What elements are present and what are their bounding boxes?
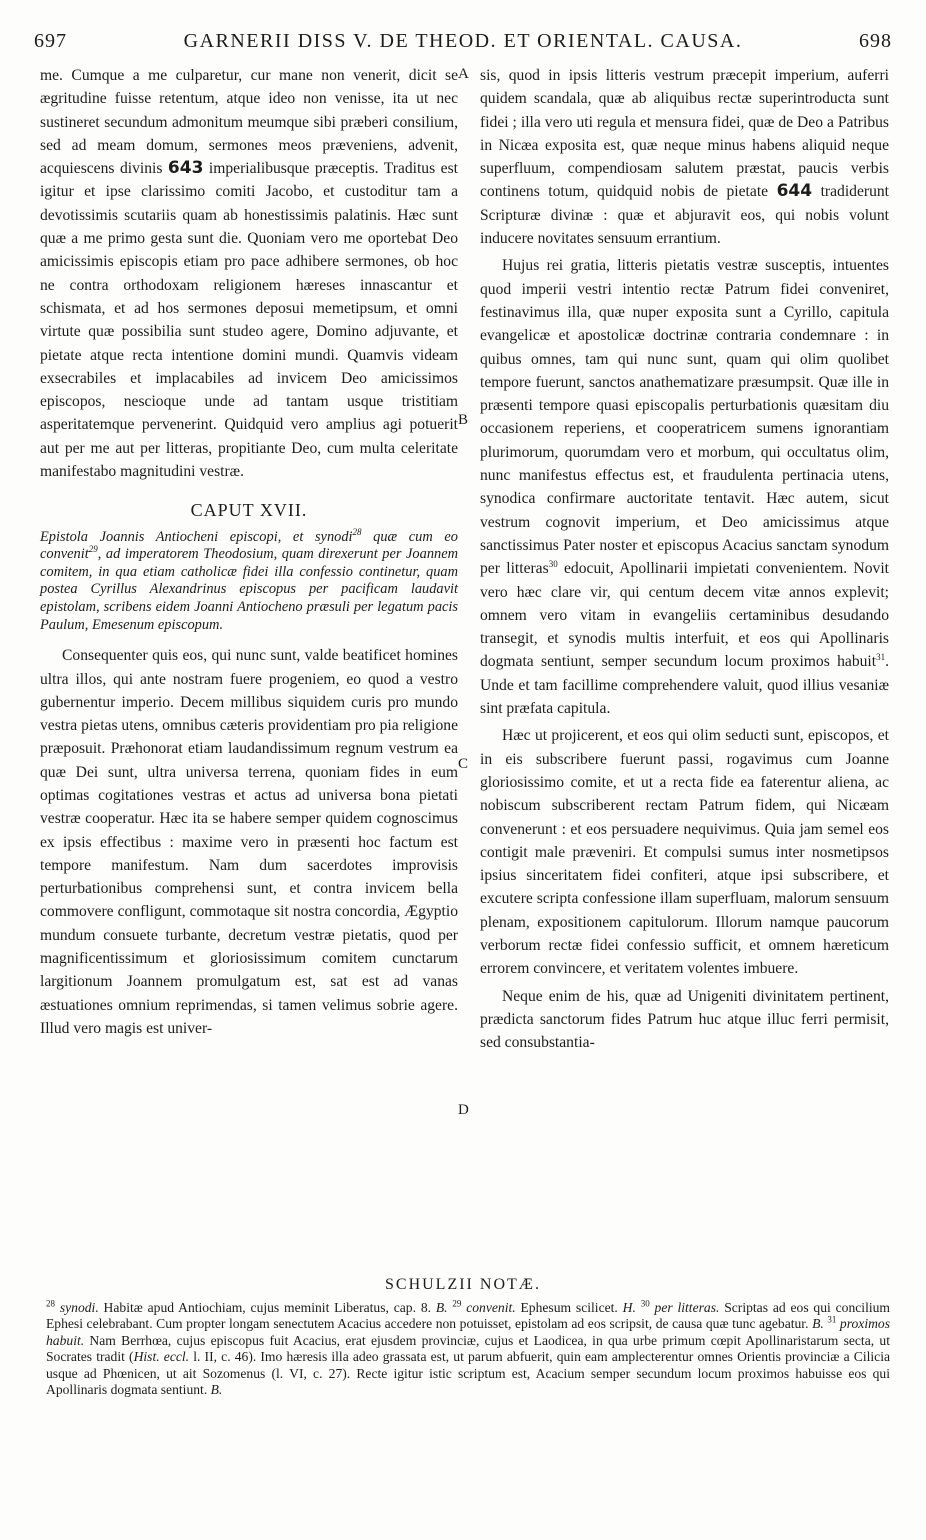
paragraph: Neque enim de his, quæ ad Unigeniti divinitatem pertinent, prædicta sanctorum fides Patrum huc atque illuc ferri permisit, sed consubstantia- <box>480 987 889 1052</box>
notes-heading: SCHULZII NOTÆ. <box>385 1276 541 1293</box>
footnote-ref: 30 <box>548 559 558 570</box>
paragraph: Hujus rei gratia, litteris pietatis vestræ susceptis, intuentes quod imperii vestri intentio rectæ Patrum fidei conveniret, festinavimus illa, quæ nuper exposita sunt a Cyrillo, capitula evangelicæ et apostolicæ doctrinæ contraria condemnare : in quibus omnes, tam qui nunc sunt, quam qui olim quolibet tempore fuerunt, sanctos anathematizare præsumpsit. Quæ ille in præsenti tempore quasi episcopalis perturbationis quæsitam diu occasionem reperiens, et cooperatricem sumens ignorantiam plurimorum, quorumdam vero et morbum, qui occultatus olim, nunc manifestus effectus est, et fraudulenta pertinacia utens, synodica confirmare auctoritate tentavit. Hæc autem, sicut vestrum cognovit imperium, et Deo amicissimus atque sanctissimus Pater noster et episcopus Acacius sanctam synodum per litteras$^{30}$ edocuit, Apollinarii impietati convenientem. Novit vero hæc clare vir, qui centum decem vitæ annos explevit; omnem vero vitam in evangeliis certaminibus desudando transegit, et synodis multis interfuit, et eos qui Apollinaris dogmata sentiunt, semper secundum locum proximos habuit$^{31}$. Unde et tam facillime comprehendere valuit, quod illius vesaniæ sint præfata capitula. <box>480 257 890 718</box>
footnote-ref: 31 <box>876 652 886 663</box>
column-number-marker: 644 <box>776 181 813 202</box>
column-number-marker: 643 <box>167 158 204 179</box>
footnote-ref: 29 <box>88 544 98 555</box>
paragraph-continued: sis, quod in ipsis litteris vestrum præcepit imperium, auferri quidem scandala, quæ ab aliquibus rectæ superintroducta sunt fidei ; illa vero uti regula et mensura fidei, quæ de Deo a Patribus in Nicæa exposita est, quæ neque minus habens aliquid neque superfluum, compendiosam salutem præstat, paucis verbis continens totum, quidquid nobis de pietate 644 tradiderunt Scripturæ divinæ : quæ et abjuravit eos, qui nobis volunt inducere novitates sensuum errantium. <box>480 67 889 248</box>
paragraph: Consequenter quis eos, qui nunc sunt, valde beatificet homines ultra illos, qui ante nostram fuere progeniem, eo quod a vestro gubernentur imperio. Decem millibus siquidem curis pro mundo vestra pietas utens, omnibus cæteris providentiam pro pia religione præposuit. Præhonorat etiam laudandissimum regnum vestrum ea quæ Dei sunt, ultra universa terrena, quoniam fides in eum optimas cogitationes vestras et actus ad universa bona pietati vestræ cooperatur. Hæc ita se habere semper quidem cognoscimus ex ipsis effectibus : maxime vero in præsenti hoc factum est tempore manifestum. Nam dum sacerdotes improvisis perturbationibus comprehensi sunt, et contra invicem bella commovere confligunt, commotaque sit nostra concordia, Ægyptio mundum consuete turbante, decretum vestræ pietatis, quod per magnificentissimum et gloriosissimum comitem cunctarum largitionum Joannem promulgatum est, sat est ad vanas æstuationes omnium reprimendas, si tamen velimus sobrie agere. Illud vero magis est univer- <box>40 647 458 1037</box>
page-number-left: 697 <box>34 30 67 52</box>
running-header <box>34 30 892 60</box>
chapter-heading: CAPUT XVII. <box>190 500 308 521</box>
page-number-right: 698 <box>859 30 892 52</box>
margin-letter-d: D <box>458 1102 469 1118</box>
paragraph-continued: me. Cumque a me culparetur, cur mane non venerit, dicit se ægritudine fuisse retentum, atque ideo non venisse, ita ut nec sustineret secundum admonitum meumque sibi præberi consilium, sed ad meam domum, sermones meos præveniens, advenit, acquiescens divinis 643 imperialibusque præceptis. Traditus est igitur et ipse clarissimo comiti Jacobo, et custoditur tam a devotissimis scutariis quam ab honestissimis palatinis. Hæc sunt quæ a me primo gesta sunt die. Quoniam vero me oportebat Deo amicissimis episcopis etiam pro pace adhibere sermones, ob hoc ne contra orthodoxam religionem hæreses innascantur et schismata, et ad hos sermones deposui memetipsum, et omni virtute quæ possibilia sunt studeo agere, Domino adjuvante, et pietate atque recta intentione domini mundi. Quamvis videam exsecrabiles et implacabiles ad invicem Deo amicissimos episcopos, nescioque unde ad tantam usque tristitiam asperitatemque pervenerint. Quidquid vero amplius agi potuerit aut per me aut per litteras, propitiante Deo, cum multa celeritate manifestabo magnitudini vestræ. <box>40 67 458 481</box>
paragraph: Hæc ut projicerent, et eos qui olim seducti sunt, episcopos, et in eis subscribere fuerunt passi, rogavimus cum Joanne gloriosissimo comite, et ut a recta fide ea faterentur aliena, ac nobiscum subscriberent rectam Patrum fidem, qui Nicæam convenerunt : et eos persuadere nequivimus. Quia jam semel eos contigit male præveniri. Et compulsi sumus inter nosmetipsos ipsius sinceritatem fidei confiteri, atque ipsi subscribere, et excutere scripta confessione illam superfluam, malorum sensuum plenam, expositionem capitulorum. Illorum namque paucorum verborum rectæ fidei confessio sufficit, et omnem hæreticum errorem convincere, et veritatem volentes imbuere. <box>480 727 889 978</box>
chapter-summary: Epistola Joannis Antiocheni episcopi, et synodi$^{28}$ quæ cum eo convenit$^{29}$, ad imperatorem Theodosium, quam direxerunt per Joannem comitem, in qua etiam catholicæ fidei illa confessio continetur, quam postea Cyrillus Alexandrinus episcopus per pacificam laudavit epistolam, scribens eidem Joanni Antiocheno præsuli per legatum pacis Paulum, Emesenum episcopum. <box>40 526 458 633</box>
margin-letter-a: A <box>458 66 469 82</box>
margin-letter-b: B <box>458 412 469 428</box>
right-column <box>480 64 889 1054</box>
footnotes: $^{28}$ synodi. Habitæ apud Antiochiam, cujus meminit Liberatus, cap. 8. B. $^{29}$ convenit. Ephesum scilicet. H. $^{30}$ per litteras. Scriptas ad eos qui concilium Ephesi celebrabant. Cum propter longam senectutem Acacius accedere non potuisset, epistolam ad eos scripsit, de causa quæ tunc agebatur. B. $^{31}$ proximos habuit. Nam Berrhœa, cujus episcopus fuit Acacius, erat ejusdem provinciæ, cujus et Laodicea, in qua urbe primum cœpit Apollinaristarum secta, ut Socrates tradit (Hist. eccl. l. II, c. 46). Imo hæresis illa adeo grassata est, ut parum abfuerit, quin eam amplecterentur omnes Orientis provinciæ a Cilicia usque ad Phœnicen, ut ait Sozomenus (l. VI, c. 27). Recte igitur istic scriptum est, Acacium semper secundum locum proximos habuisse eos qui Apollinaris dogmata sentiunt. B. <box>46 1298 891 1398</box>
margin-letter-c: C <box>458 756 469 772</box>
left-column <box>40 64 458 1040</box>
footnote-ref: 28 <box>352 526 362 537</box>
running-title: GARNERII DISS V. DE THEOD. ET ORIENTAL. CAUSA. <box>183 30 743 52</box>
